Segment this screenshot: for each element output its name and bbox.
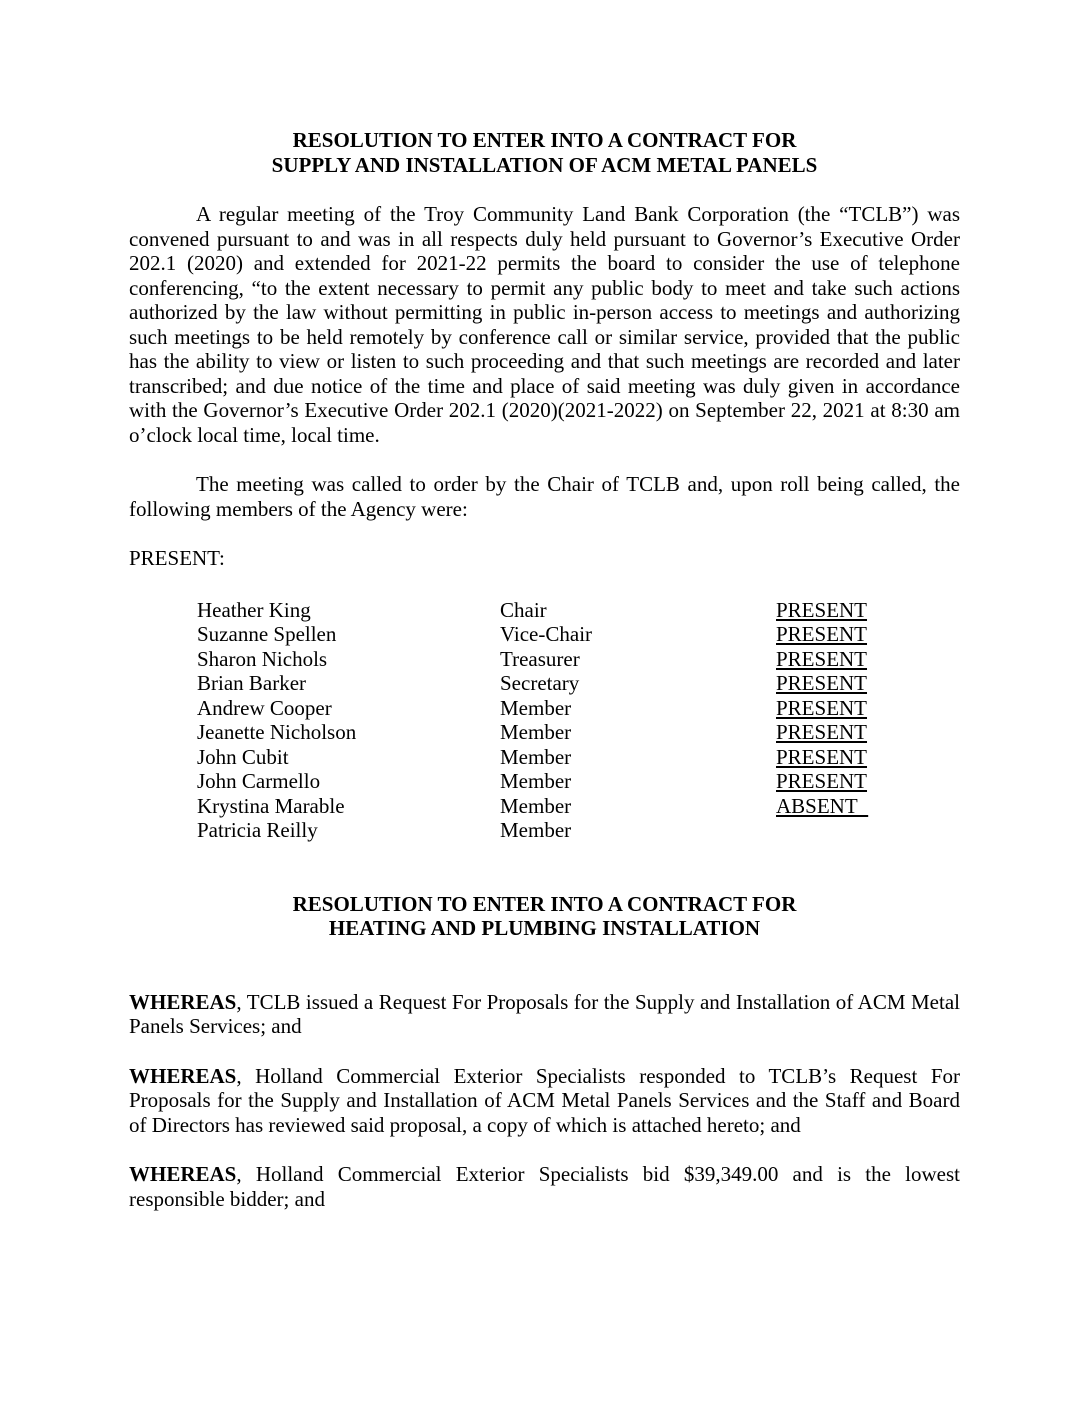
table-row xyxy=(129,794,960,819)
whereas-lead: WHEREAS xyxy=(129,1063,237,1088)
member-name: Patricia Reilly xyxy=(197,818,318,842)
member-role: Vice-Chair xyxy=(500,622,593,646)
member-status: PRESENT xyxy=(776,744,868,769)
whereas-paragraph-1 xyxy=(129,990,960,1039)
member-status: ABSENT xyxy=(776,793,869,818)
member-name: Krystina Marable xyxy=(197,793,345,818)
member-role: Member xyxy=(500,818,572,842)
resolution-title-heating-plumbing xyxy=(129,892,960,941)
member-role: Secretary xyxy=(500,671,580,695)
title-line-1: RESOLUTION TO ENTER INTO A CONTRACT FOR xyxy=(292,891,797,916)
member-role: Member xyxy=(500,769,572,793)
whereas-text: , Holland Commercial Exterior Specialists responded to TCLB’s Request For Proposals for the Supply and Installation of ACM Metal Panels Services and the Staff and Board of Directors has reviewed said proposal, a copy of which is attached hereto; and xyxy=(129,1063,960,1137)
member-name: Sharon Nichols xyxy=(197,646,328,671)
whereas-lead: WHEREAS xyxy=(129,1162,237,1186)
whereas-lead: WHEREAS xyxy=(129,989,237,1014)
member-status: PRESENT xyxy=(776,695,868,720)
member-name: John Carmello xyxy=(197,769,321,793)
table-row xyxy=(129,622,960,647)
member-status: PRESENT xyxy=(776,720,868,744)
table-row xyxy=(129,696,960,721)
member-status: PRESENT xyxy=(776,769,868,793)
table-row xyxy=(129,720,960,745)
member-name: Suzanne Spellen xyxy=(197,622,337,646)
resolution-title-acm-panels xyxy=(129,128,960,177)
member-role: Treasurer xyxy=(500,646,580,671)
roll-call-table xyxy=(129,598,960,843)
title-line-1: RESOLUTION TO ENTER INTO A CONTRACT FOR xyxy=(292,128,797,152)
member-role: Chair xyxy=(500,597,547,622)
member-status: PRESENT xyxy=(776,597,868,622)
table-row xyxy=(129,598,960,623)
whereas-text: , TCLB issued a Request For Proposals for the Supply and Installation of ACM Metal Panels Services; and xyxy=(129,989,960,1038)
title-line-2: SUPPLY AND INSTALLATION OF ACM METAL PANELS xyxy=(271,152,818,177)
member-name: Andrew Cooper xyxy=(197,695,332,720)
table-row xyxy=(129,818,960,843)
member-status: PRESENT xyxy=(776,646,868,671)
table-row xyxy=(129,671,960,696)
member-role: Member xyxy=(500,720,572,744)
roll-call-paragraph: The meeting was called to order by the Chair of TCLB and, upon roll being called, the following members of the Agency were: xyxy=(129,472,960,521)
member-role: Member xyxy=(500,744,572,769)
member-name: Jeanette Nicholson xyxy=(197,720,357,744)
member-status: PRESENT xyxy=(776,622,868,646)
member-role: Member xyxy=(500,793,572,818)
member-role: Member xyxy=(500,695,572,720)
whereas-text: , Holland Commercial Exterior Specialists bid $39,349.00 and is the lowest responsible bidder; and xyxy=(129,1162,960,1211)
member-status: PRESENT xyxy=(776,671,868,695)
title-line-2: HEATING AND PLUMBING INSTALLATION xyxy=(328,916,761,940)
member-name: John Cubit xyxy=(197,744,289,769)
member-name: Heather King xyxy=(197,597,311,622)
member-name: Brian Barker xyxy=(197,671,307,695)
whereas-paragraph-2 xyxy=(129,1064,960,1138)
present-label: PRESENT: xyxy=(129,546,225,570)
whereas-paragraph-3 xyxy=(129,1162,960,1211)
table-row xyxy=(129,745,960,770)
table-row xyxy=(129,647,960,672)
meeting-convened-paragraph: A regular meeting of the Troy Community Land Bank Corporation (the “TCLB”) was convened pursuant to and was in all respects duly held pursuant to Governor’s Executive Order 202.1 (2020) and extended for 2021-22 permits the board to consider the use of telephone conferencing, “to the extent necessary to permit any public body to meet and take such actions authorized by the law without permitting in public in-person access to meetings and authorizing such meetings to be held remotely by conference call or similar service, provided that the public has the ability to view or listen to such proceeding and that such meetings are recorded and later transcribed; and due notice of the time and place of said meeting was duly given in accordance with the Governor’s Executive Order 202.1 (2020)(2021-2022) on September 22, 2021 at 8:30 am o’clock local time, local time. xyxy=(129,202,960,447)
table-row xyxy=(129,769,960,794)
